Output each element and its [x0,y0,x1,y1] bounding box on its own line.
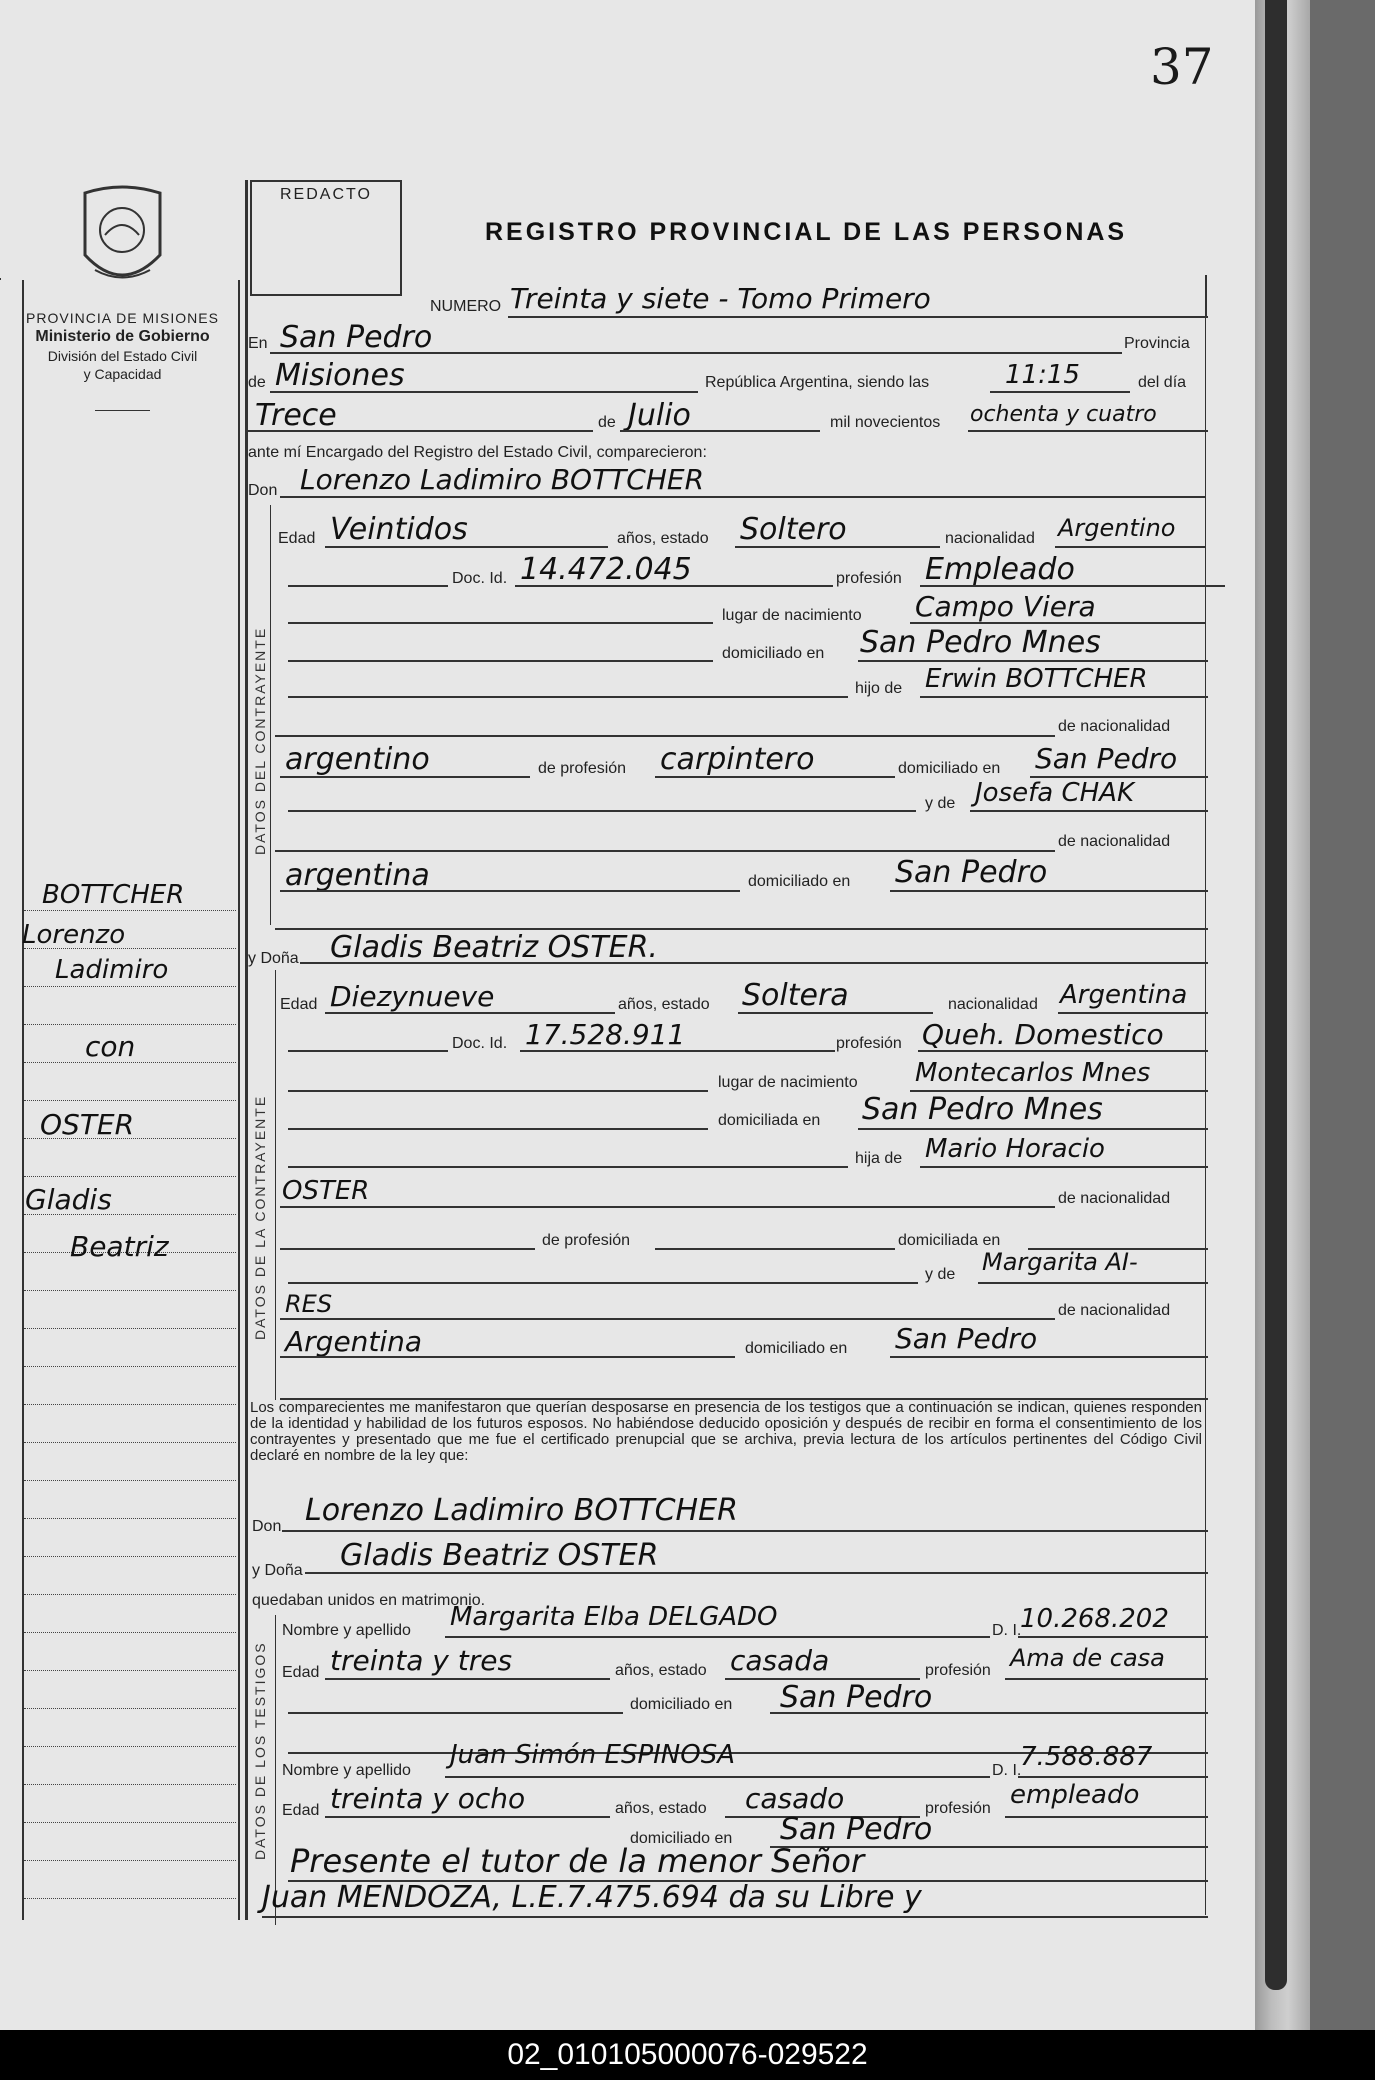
label-doc: Doc. Id. [452,570,508,587]
label-y-de-b: y de [925,1266,956,1283]
g-dom-line [858,660,1208,662]
book-binding [1265,0,1287,1990]
g-madre-lead [288,810,916,812]
b-edad-line [325,1012,615,1014]
g-mnac-line [280,890,740,892]
label-lugar-b: lugar de nacimiento [718,1074,858,1091]
w2-di-line [1018,1776,1208,1778]
margin-ruling [24,1784,236,1785]
label-hija-de: hija de [855,1150,903,1167]
groom-name: Lorenzo Ladimiro BOTTCHER [300,463,705,496]
decl-groom: Lorenzo Ladimiro BOTTCHER [305,1493,738,1528]
groom-padre: Erwin BOTTCHER [925,664,1148,694]
bride-madre-surname: RES [285,1290,333,1318]
margin-surname2: OSTER [40,1108,135,1141]
bride-estado: Soltera [742,978,849,1013]
label-domiciliado-b: domiciliado en [745,1340,848,1357]
w1-prof-line [1005,1678,1208,1680]
margin-right-rule [238,280,240,1920]
margin-ruling [24,1176,236,1177]
label-de2: de [598,414,616,431]
w2-estado: casado [745,1782,845,1815]
margin-surname: BOTTCHER [42,880,185,910]
groom-padre-prof: carpintero [660,742,815,777]
bride-domicilio: San Pedro Mnes [862,1092,1103,1127]
margin-ruling [24,1822,236,1823]
ministry-label: Ministerio de Gobierno [35,328,210,345]
label-y-dona: y Doña [248,950,299,967]
acta-lugar: San Pedro [280,320,433,355]
bride-section-label: DATOS DE LA CONTRAYENTE [252,1094,268,1340]
acta-dia: Trece [255,398,337,433]
label-edad-w1: Edad [282,1664,320,1681]
label-domiciliada-en-b: domiciliada en [898,1232,1001,1249]
groom-doc: 14.472.045 [520,552,692,587]
bride-lugar: Montecarlos Mnes [915,1058,1151,1088]
numero-line [508,316,1208,318]
margin-ruling [24,1556,236,1557]
bride-padre: Mario Horacio [925,1134,1105,1164]
w1-edad: treinta y tres [330,1644,513,1677]
w2-prof: empleado [1010,1780,1140,1810]
dia-line [248,430,593,432]
margin-con: con [85,1030,136,1063]
groom-nacionalidad: Argentino [1058,514,1176,542]
label-profesion-w2: profesión [925,1800,991,1817]
b-nac-line [1058,1012,1208,1014]
b-padre-lead [288,1166,848,1168]
label-nombre-w2: Nombre y apellido [282,1762,411,1779]
label-don: Don [248,482,278,499]
label-republica: República Argentina, siendo las [705,374,930,391]
label-y-de: y de [925,795,956,812]
witness-section-label: DATOS DE LOS TESTIGOS [252,1641,268,1860]
margin-edge [0,278,1,280]
margin-ruling [24,1518,236,1519]
label-de-nacionalidad-b: de nacionalidad [1058,1190,1171,1207]
label-domiciliado-w1: domiciliado en [630,1696,733,1713]
groom-madre: Josefa CHAK [975,778,1135,808]
label-de-nacionalidad-2: de nacionalidad [1058,833,1171,850]
margin-name2: Ladimiro [55,955,169,985]
tutor-note-line1: Presente el tutor de la menor Señor [290,1842,865,1880]
bride-madre-nac: Argentina [285,1325,423,1358]
g-lugar-lead [288,622,713,624]
margin-ruling [24,1708,236,1709]
label-y-dona-decl: y Doña [252,1562,303,1579]
w2-name: Juan Simón ESPINOSA [450,1740,736,1770]
label-edad-w2: Edad [282,1802,320,1819]
w1-estado: casada [730,1644,830,1677]
groom-profesion: Empleado [925,552,1075,587]
margin-name3: Gladis [25,1183,112,1216]
label-nacionalidad-b: nacionalidad [948,996,1038,1013]
label-en: En [248,335,268,352]
label-domiciliado-2: domiciliado en [748,873,851,890]
groom-padre-nac: argentino [285,742,430,777]
margin-ruling [24,1024,236,1025]
mes-line [620,430,820,432]
decl-bride: Gladis Beatriz OSTER [340,1538,659,1573]
bride-name-line [300,962,1208,964]
b-estado-line [738,1012,933,1014]
label-domiciliada: domiciliada en [718,1112,821,1129]
b-pprof-line [655,1248,895,1250]
b-mnac-line [280,1318,1055,1320]
b-pprof-lead [280,1248,535,1250]
acta-provincia: Misiones [275,358,405,393]
g-padre-lead [288,696,848,698]
label-anos-estado-w1: años, estado [615,1662,707,1679]
w2-name-line [445,1776,990,1778]
b-prof-line [918,1050,1208,1052]
hora-line [990,391,1130,393]
margin-ruling [24,1100,236,1101]
label-domiciliado: domiciliado en [722,645,825,662]
page-number: 37 [1150,38,1214,96]
label-de-profesion: de profesión [538,760,627,777]
g-madre-line [970,810,1208,812]
w1-prof: Ama de casa [1010,1644,1165,1672]
margin-ruling [24,1480,236,1481]
acta-mes: Julio [628,398,691,433]
margin-ruling [24,910,236,911]
groom-madre-dom: San Pedro [895,855,1048,890]
label-provincia: Provincia [1124,335,1190,352]
label-profesion-b: profesión [836,1035,902,1052]
g-pnac-line [280,776,530,778]
margin-ruling [24,1860,236,1861]
division-label: División del Estado Civil [47,348,198,364]
bride-madre-dom: San Pedro [895,1322,1038,1355]
bride-nacionalidad: Argentina [1060,980,1188,1010]
b-doc-lead [288,1050,448,1052]
b-lugar-lead [288,1090,708,1092]
b-madre-line [978,1282,1208,1284]
label-edad: Edad [278,530,316,547]
margin-ruling [24,1404,236,1405]
b-doc-line [520,1050,835,1052]
g-doc-lead [288,585,448,587]
w2-edad-line [325,1816,610,1818]
right-rule [1205,300,1206,1915]
label-nacionalidad: nacionalidad [945,530,1035,547]
g-mdom-line [890,890,1208,892]
g-estado-line [735,546,940,548]
b-mdom-line [890,1356,1208,1358]
note2-line [262,1916,1208,1918]
margin-ruling [24,1366,236,1367]
label-edad-b: Edad [280,996,318,1013]
decl-dona-line [305,1572,1208,1574]
label-lugar: lugar de nacimiento [722,607,862,624]
groom-edad: Veintidos [330,512,468,547]
acta-numero: Treinta y siete - Tomo Primero [510,282,931,315]
groom-lugar: Campo Viera [915,590,1096,623]
bride-edad: Diezynueve [330,980,495,1013]
label-profesion: profesión [836,570,902,587]
margin-ruling [24,1442,236,1443]
g-nac-line [1055,546,1205,548]
bride-name: Gladis Beatriz OSTER. [330,930,658,965]
g-edad-line [325,546,608,548]
margin-ruling [24,1746,236,1747]
w1-dom-line [770,1712,1208,1714]
divider [95,410,150,411]
redacto-label: REDACTO [280,186,372,203]
label-numero: NUMERO [430,298,502,315]
w2-di: 7.588.887 [1020,1742,1153,1772]
body-left-rule [245,180,248,1920]
w2-edad: treinta y ocho [330,1782,526,1815]
groom-padre-dom: San Pedro [1035,742,1178,775]
g-doc-line [515,585,833,587]
groom-madre-nac: argentina [285,858,430,893]
label-domiciliado-en: domiciliado en [898,760,1001,777]
label-anos-estado-w2: años, estado [615,1800,707,1817]
label-doc-b: Doc. Id. [452,1035,508,1052]
label-de-nacionalidad: de nacionalidad [1058,718,1171,735]
acta-anio: ochenta y cuatro [970,402,1157,427]
label-quedaban: quedaban unidos en matrimonio. [252,1592,486,1609]
bride-profesion: Queh. Domestico [922,1018,1164,1051]
label-del-dia: del día [1138,374,1187,391]
w1-dom: San Pedro [780,1680,933,1715]
anio-line [968,430,1208,432]
label-mil: mil novecientos [830,414,941,431]
label-anos-estado-b: años, estado [618,996,710,1013]
en-line [270,352,1122,354]
b-dom-line [858,1128,1208,1130]
b-padre-line [920,1166,1208,1168]
decl-don-line [282,1530,1208,1532]
label-hijo-de: hijo de [855,680,903,697]
witness-block-rule [275,1615,276,1925]
groom-domicilio: San Pedro Mnes [860,625,1101,660]
g-mnac-lead [275,850,1055,852]
w1-dom-lead [288,1712,623,1714]
w1-di: 10.268.202 [1020,1604,1169,1634]
w1-name: Margarita Elba DELGADO [450,1602,778,1632]
groom-block-rule [270,505,271,925]
label-de-nacionalidad-b2: de nacionalidad [1058,1302,1171,1319]
b-pnac-line [280,1206,1055,1208]
b-dom-lead [288,1128,708,1130]
image-id-footer: 02_010105000076-029522 [0,2030,1375,2080]
margin-ruling [24,1290,236,1291]
bride-doc: 17.528.911 [525,1018,686,1051]
g-lugar-line [910,622,1205,624]
w1-di-line [1018,1636,1208,1638]
w1-name-line [445,1636,990,1638]
b-mnac2-line [280,1356,735,1358]
groom-estado: Soltero [740,512,847,547]
margin-ruling [24,1328,236,1329]
margin-ruling [24,1594,236,1595]
province-label: PROVINCIA DE MISIONES [26,310,219,326]
margin-ruling [24,1670,236,1671]
label-di-w2: D. I. [992,1762,1022,1779]
label-domiciliado-w2: domiciliado en [630,1830,733,1847]
label-nombre-w1: Nombre y apellido [282,1622,411,1639]
label-ante: ante mí Encargado del Registro del Estado Civil, comparecieron: [248,444,707,461]
de-line [270,391,698,393]
w2-dom: San Pedro [780,1812,933,1847]
b-madre-lead [288,1282,918,1284]
w1-edad-line [325,1678,610,1680]
label-profesion-w1: profesión [925,1662,991,1679]
coat-of-arms-seal [75,185,170,290]
groom-name-line [280,496,1205,498]
g-prof-line [920,585,1225,587]
margin-ruling [24,1632,236,1633]
label-di-w1: D. I. [992,1622,1022,1639]
tutor-note-line2: Juan MENDOZA, L.E.7.475.694 da su Libre y [262,1880,922,1915]
g-padre-line [920,696,1208,698]
label-don-decl: Don [252,1518,282,1535]
acta-hora: 11:15 [1005,360,1080,390]
label-de: de [248,374,266,391]
page-title: REGISTRO PROVINCIAL DE LAS PERSONAS [485,218,1128,246]
declaration-paragraph: Los comparecientes me manifestaron que querían desposarse en presencia de los testigos que a continuación se indican, quienes responden de la identidad y habilidad de los futuros esposos. No habiéndose deducido oposición y después de recibir en forma el consentimiento de los contrayentes y presentado que me fue el certificado prenupcial que se archiva, previa lectura de los artículos pertinentes del Código Civil declaré en nombre de la ley que: [250,1399,1202,1464]
groom-section-label: DATOS DEL CONTRAYENTE [252,626,268,855]
margin-name1: Lorenzo [22,920,126,950]
w2-prof-line [1005,1816,1208,1818]
label-de-profesion-b: de profesión [542,1232,631,1249]
g-pnac-lead [275,735,1055,737]
capacity-label: y Capacidad [83,366,162,382]
margin-ruling [24,986,236,987]
margin-name4: Beatriz [70,1230,169,1263]
g-pprof-line [655,776,895,778]
g-dom-lead [288,660,713,662]
margin-ruling [24,1898,236,1899]
bride-madre: Margarita AI- [982,1248,1138,1276]
label-anos-estado: años, estado [617,530,709,547]
bride-padre-surname: OSTER [282,1176,370,1206]
bride-block-rule [275,970,276,1400]
